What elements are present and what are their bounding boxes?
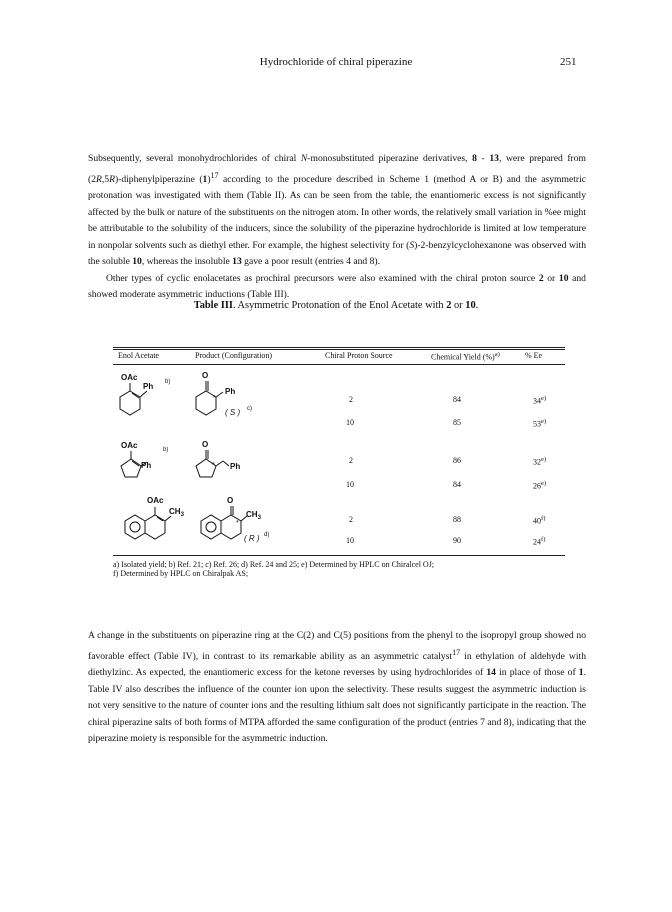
label-ch3-1: $CH_3$ (169, 507, 184, 518)
col-header-ee: % Ee (525, 351, 543, 360)
label-ph-2: Ph (225, 387, 236, 396)
label-ph-4: Ph (230, 462, 241, 471)
structure-product-cyclopentanone (196, 440, 240, 477)
cell-ee-3: 32$^{e)}$ (533, 456, 547, 467)
paragraph-substituents: A change in the substituents on piperazine ring at the C(2) and C(5) positions from the phenyl to the isopropyl group showed no favorable effect (Table IV), in contrast to its remarkable ability as an asymmetric catalyst$^{17}$ in ethylation of aldehyde with diethylzinc. As expected, the enantiomeric excess for the ketone reverses by using hydrochlorides of 14 in place of those of 1. Table IV also describes the influence of the counter ion upon the selectivity. These results suggest the asymmetric induction is not very sensitive to the nature of counter ions and the resulting lithium salt does not significantly participate in the reaction. The chiral piperazine salts of both forms of MTPA afforded the same configuration of the product (entries 7 and 8), indicating that the piperazine moiety is responsible for the asymmetric induction. (88, 630, 586, 745)
note-c: c) (247, 406, 252, 412)
footnote-line-2: f) Determined by HPLC on Chiralpak AS; (113, 569, 249, 578)
label-oac-3: OAc (147, 496, 164, 505)
cell-yield-6: 90 (453, 536, 461, 545)
cell-source-2: 10 (346, 418, 354, 427)
running-header (0, 56, 672, 70)
cell-yield-4: 84 (453, 480, 461, 489)
table-top-rule-2 (113, 349, 565, 350)
cell-ee-6: 24$^{f)}$ (533, 536, 546, 547)
label-o-1: O (202, 371, 209, 380)
table-caption: Table III. Asymmetric Protonation of the Enol Acetate with 2 or 10. (193, 300, 479, 311)
label-s-config: ( S ) (225, 408, 241, 417)
cell-ee-2: 53$^{e)}$ (533, 418, 547, 429)
paragraph-enolacetates: Other types of cyclic enolacetates as prochiral precursors were also examined with the chiral proton source 2 or 10 and showed moderate asymmetric inductions (Table III). (88, 272, 586, 301)
table-top-rule (113, 347, 565, 348)
label-star-3: * (236, 520, 239, 527)
cell-source-1: 2 (349, 395, 353, 404)
label-o-3: O (227, 496, 234, 505)
col-header-source: Chiral Proton Source (325, 351, 393, 360)
cell-yield-3: 86 (453, 456, 461, 465)
label-star-1: * (213, 395, 216, 402)
cell-source-6: 10 (346, 536, 354, 545)
cell-yield-2: 85 (453, 418, 461, 427)
paragraph-intro: Subsequently, several monohydrochlorides of chiral N-monosubstituted piperazine derivatives, 8 - 13, were prepared from (2R,5R)-diphenylpiperazine $(1)^{17}$ according to the procedure described in Scheme 1 (method A or B) and the asymmetric protonation was investigated with them (Table II). As can be seen from the table, the enantiomeric excess is not significantly affected by the bulk or nature of the substituents on the nitrogen atom. In other words, the relatively small variation in %ee might be attributable to the solubility of the inducers, since the solubility of the piperazine hydrochloride is limited at low temperature in nonpolar solvents such as diethyl ether. For example, the highest selectivity for (S)-2-benzylcyclohexanone was observed with the soluble 10, whereas the insoluble 13 gave a poor result (entries 4 and 8). Other types of cyclic enolacetates as prochiral precursors were also examined with the chiral proton source 2 or 10 and showed moderate asymmetric inductions (Table III). (88, 151, 586, 304)
structure-product-cyclohexanone (196, 371, 252, 417)
cell-yield-1: 84 (453, 395, 461, 404)
note-d: d) (264, 532, 270, 538)
cell-source-5: 2 (349, 515, 353, 524)
label-ch3-2: $CH_3$ (246, 510, 261, 521)
label-r-config: ( R ) (244, 534, 260, 543)
table-bottom-rule (113, 555, 565, 556)
label-ph-3: Ph (141, 461, 152, 470)
col-header-product: Product (Configuration) (195, 351, 273, 360)
structure-enol-cyclohexene (120, 373, 170, 415)
structure-enol-tetralin (125, 496, 185, 539)
cell-ee-5: 40$^{f)}$ (533, 515, 546, 526)
label-star-2: * (212, 462, 215, 469)
col-header-enol: Enol Acetate (118, 351, 160, 360)
page-number: 251 (560, 56, 577, 68)
note-b-2: b) (163, 447, 169, 453)
cell-yield-5: 88 (453, 515, 461, 524)
note-b-1: b) (165, 379, 171, 385)
cell-source-3: 2 (349, 456, 353, 465)
cell-ee-1: 34$^{e)}$ (533, 395, 547, 406)
structure-enol-cyclopentene (121, 441, 168, 477)
col-header-yield: Chemical Yield (%)$^{a)}$ (431, 351, 500, 362)
cell-ee-4: 26$^{e)}$ (533, 480, 547, 491)
results-table (113, 347, 565, 557)
footnote-line-1: a) Isolated yield; b) Ref. 21; c) Ref. 26; d) Ref. 24 and 25; e) Determined by HPLC on Chiralcel OJ; (113, 560, 435, 569)
cell-source-4: 10 (346, 480, 354, 489)
structures-svg (113, 365, 343, 570)
label-o-2: O (202, 440, 209, 449)
structure-product-tetralone (201, 496, 269, 543)
label-ph-1: Ph (143, 382, 154, 391)
label-oac-2: OAc (121, 441, 138, 450)
label-oac-1: OAc (121, 373, 138, 382)
running-title: Hydrochloride of chiral piperazine (259, 56, 413, 68)
